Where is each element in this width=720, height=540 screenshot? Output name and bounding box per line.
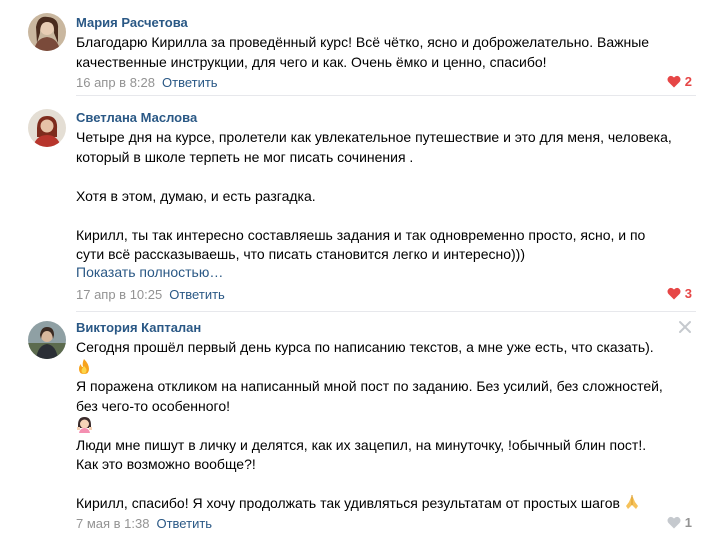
comment-text: [76, 128, 696, 265]
avatar[interactable]: [28, 109, 66, 147]
comment-date[interactable]: 7 мая в 1:38: [76, 516, 150, 531]
comment-item: [0, 96, 720, 312]
avatar-image: [28, 109, 66, 147]
comment-text-line: [76, 475, 696, 495]
show-more-link[interactable]: Показать полностью…: [76, 264, 224, 280]
heart-icon: [667, 287, 681, 300]
comment-text-line: Кирилл, ты так интересно составляешь задания и так одновременно просто, ясно, и по: [76, 226, 646, 243]
heart-icon: [667, 516, 681, 529]
comment-text-line: Благодарю Кирилла за проведённый курс! Всё чётко, ясно и доброжелательно. Важные: [76, 34, 650, 50]
comment-date[interactable]: 16 апр в 8:28: [76, 75, 156, 90]
comment-text: [76, 33, 696, 72]
comment-text-line: [76, 167, 696, 187]
comment-text-line: качественные инструкции, для чего и как. Очень ёмко и ценно, спасибо!: [76, 53, 547, 70]
comment-item: [0, 0, 720, 96]
reply-button[interactable]: Ответить: [169, 287, 225, 302]
folded-hands-emoji-icon: [624, 494, 640, 510]
comment-author[interactable]: Светлана Маслова: [76, 110, 198, 125]
reply-button[interactable]: Ответить: [156, 516, 213, 531]
comment-emoji-line: [76, 416, 696, 436]
comment-text-line: Хотя в этом, думаю, и есть разгадка.: [76, 187, 316, 204]
avatar[interactable]: [28, 321, 66, 359]
avatar[interactable]: [28, 13, 66, 51]
comment-meta: [76, 287, 225, 302]
comment-text-line: Сегодня прошёл первый день курса по написанию текстов, а мне уже есть, что сказать).: [76, 339, 654, 355]
comment-emoji-line: [76, 358, 696, 378]
comment-date[interactable]: 17 апр в 10:25: [76, 287, 163, 302]
fire-emoji-icon: [76, 358, 92, 375]
comment-meta: [76, 75, 218, 90]
comment-text-line: Как это возможно вообще?!: [76, 456, 256, 472]
comment-author[interactable]: Мария Расчетова: [76, 15, 188, 30]
woman-gesturing-emoji-icon: [76, 416, 93, 433]
reply-button[interactable]: Ответить: [162, 75, 218, 90]
comment-text-line: Люди мне пишут в личку и делятся, как их зацепил, на минуточку, !обычный блин пост!.: [76, 436, 647, 453]
comment-text: [76, 338, 696, 514]
comment-text-line: который в школе терпеть не мог писать сочинения .: [76, 148, 414, 165]
like-button[interactable]: [667, 286, 692, 301]
comment-text-line: без чего-то особенного!: [76, 397, 231, 414]
comment-meta: [76, 516, 212, 531]
like-button[interactable]: [667, 74, 692, 89]
like-count: 2: [684, 74, 692, 89]
heart-icon: [667, 75, 681, 88]
comment-text-line: Четыре дня на курсе, пролетели как увлекательное путешествие и это для меня, человека,: [76, 129, 672, 145]
comment-item: [0, 312, 720, 540]
comment-text-line: Я поражена откликом на написанный мной пост по заданию. Без усилий, без сложностей,: [76, 378, 663, 394]
like-button[interactable]: [667, 515, 692, 530]
close-icon[interactable]: [678, 320, 692, 334]
avatar-image: [28, 321, 66, 359]
like-count: 3: [684, 286, 692, 301]
like-count: 1: [684, 515, 692, 530]
comment-author[interactable]: Виктория Капталан: [76, 320, 202, 335]
avatar-image: [28, 13, 66, 51]
comment-text-segment: Кирилл, спасибо! Я хочу продолжать так удивляться результатам от простых шагов: [76, 495, 620, 511]
comment-text-line: сути всё рассказываешь, что писать становится легко и интересно))): [76, 246, 525, 262]
comment-text-line: [76, 206, 696, 226]
comment-text-line: [76, 494, 696, 514]
